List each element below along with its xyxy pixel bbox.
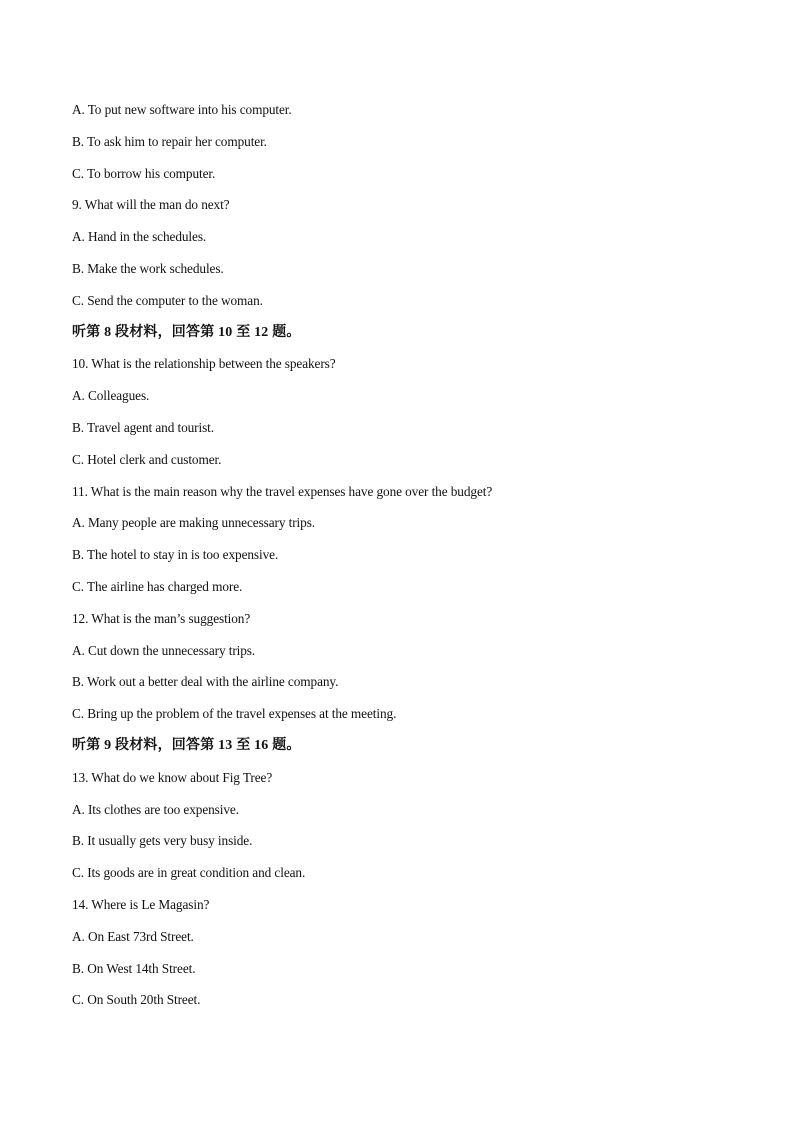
document-page: [72, 100, 732, 1022]
section-heading-8: 听第 8 段材料，回答第 10 至 12 题。: [72, 324, 301, 340]
option-14b: B. On West 14th Street.: [72, 960, 196, 976]
question-10: 10. What is the relationship between the speakers?: [72, 356, 336, 372]
option-14a: A. On East 73rd Street.: [72, 928, 194, 944]
option-10c: C. Hotel clerk and customer.: [72, 451, 222, 467]
option-13c: C. Its goods are in great condition and clean.: [72, 865, 306, 881]
option-9a: A. Hand in the schedules.: [72, 229, 207, 245]
option-8a: A. To put new software into his computer.: [72, 102, 292, 117]
option-8c: C. To borrow his computer.: [72, 165, 216, 181]
question-13: 13. What do we know about Fig Tree?: [72, 769, 273, 785]
question-14: 14. Where is Le Magasin?: [72, 896, 210, 912]
question-12: 12. What is the man’s suggestion?: [72, 610, 251, 626]
option-12b: B. Work out a better deal with the airline company.: [72, 674, 339, 690]
option-11c: C. The airline has charged more.: [72, 578, 243, 594]
question-11: 11. What is the main reason why the travel expenses have gone over the budget?: [72, 483, 493, 499]
option-13a: A. Its clothes are too expensive.: [72, 801, 239, 817]
option-11b: B. The hotel to stay in is too expensive.: [72, 547, 279, 563]
option-13b: B. It usually gets very busy inside.: [72, 833, 253, 849]
question-9: 9. What will the man do next?: [72, 197, 230, 213]
option-9b: B. Make the work schedules.: [72, 260, 224, 276]
option-10b: B. Travel agent and tourist.: [72, 419, 214, 435]
section-heading-9: 听第 9 段材料，回答第 13 至 16 题。: [72, 737, 301, 753]
option-9c: C. Send the computer to the woman.: [72, 292, 263, 308]
option-14c: C. On South 20th Street.: [72, 992, 201, 1008]
option-12c: C. Bring up the problem of the travel expenses at the meeting.: [72, 706, 397, 722]
option-11a: A. Many people are making unnecessary trips.: [72, 515, 315, 531]
option-12a: A. Cut down the unnecessary trips.: [72, 642, 256, 658]
option-8b: B. To ask him to repair her computer.: [72, 133, 267, 149]
option-10a: A. Colleagues.: [72, 388, 150, 404]
